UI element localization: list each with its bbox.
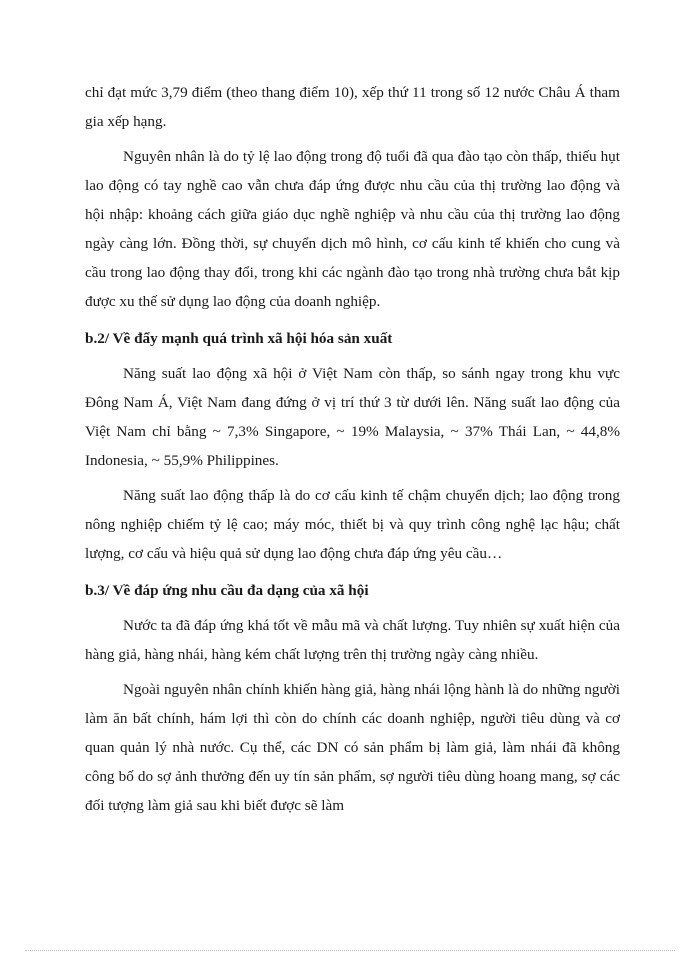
paragraph-2: Nguyên nhân là do tỷ lệ lao động trong độ tuổi đã qua đào tạo còn thấp, thiếu hụt lao động có tay nghề cao vẫn chưa đáp ứng được nhu cầu của thị trường lao động và hội nhập: khoảng cách giữa giáo dục nghề nghiệp và nhu cầu của thị trường lao động ngày càng lớn. Đồng thời, sự chuyển dịch mô hình, cơ cấu kinh tế khiến cho cung và cầu trong lao động thay đổi, trong khi các ngành đào tạo trong nhà trường chưa bắt kịp được xu thế sử dụng lao động của doanh nghiệp.: [85, 148, 620, 310]
document-body: [85, 78, 620, 820]
section-heading-b3: b.3/ Về đáp ứng nhu cầu đa dạng của xã hội: [85, 582, 369, 599]
section-heading-b2: b.2/ Về đẩy mạnh quá trình xã hội hóa sản xuất: [85, 330, 393, 347]
paragraph-6: Ngoài nguyên nhân chính khiến hàng giả, hàng nhái lộng hành là do những người làm ăn bất chính, hám lợi thì còn do chính các doanh nghiệp, người tiêu dùng và cơ quan quản lý nhà nước. Cụ thể, các DN có sản phẩm bị làm giả, làm nhái đã không công bố do sợ ảnh thưởng đến uy tín sản phẩm, sợ người tiêu dùng hoang mang, sợ các đối tượng làm giả sau khi biết được sẽ làm: [85, 681, 620, 814]
paragraph-1: chỉ đạt mức 3,79 điểm (theo thang điểm 10), xếp thứ 11 trong số 12 nước Châu Á tham gia xếp hạng.: [85, 84, 620, 130]
paragraph-4: Năng suất lao động thấp là do cơ cấu kinh tế chậm chuyển dịch; lao động trong nông nghiệp chiếm tỷ lệ cao; máy móc, thiết bị và quy trình công nghệ lạc hậu; chất lượng, cơ cấu và hiệu quả sử dụng lao động chưa đáp ứng yêu cầu…: [85, 487, 620, 562]
page-bottom-divider: [25, 950, 675, 951]
paragraph-3: Năng suất lao động xã hội ở Việt Nam còn thấp, so sánh ngay trong khu vực Đông Nam Á, Việt Nam đang đứng ở vị trí thứ 3 từ dưới lên. Năng suất lao động của Việt Nam chỉ bằng ~ 7,3% Singapore, ~ 19% Malaysia, ~ 37% Thái Lan, ~ 44,8% Indonesia, ~ 55,9% Philippines.: [85, 365, 620, 469]
paragraph-5: Nước ta đã đáp ứng khá tốt về mẫu mã và chất lượng. Tuy nhiên sự xuất hiện của hàng giả, hàng nhái, hàng kém chất lượng trên thị trường ngày càng nhiều.: [85, 617, 620, 663]
